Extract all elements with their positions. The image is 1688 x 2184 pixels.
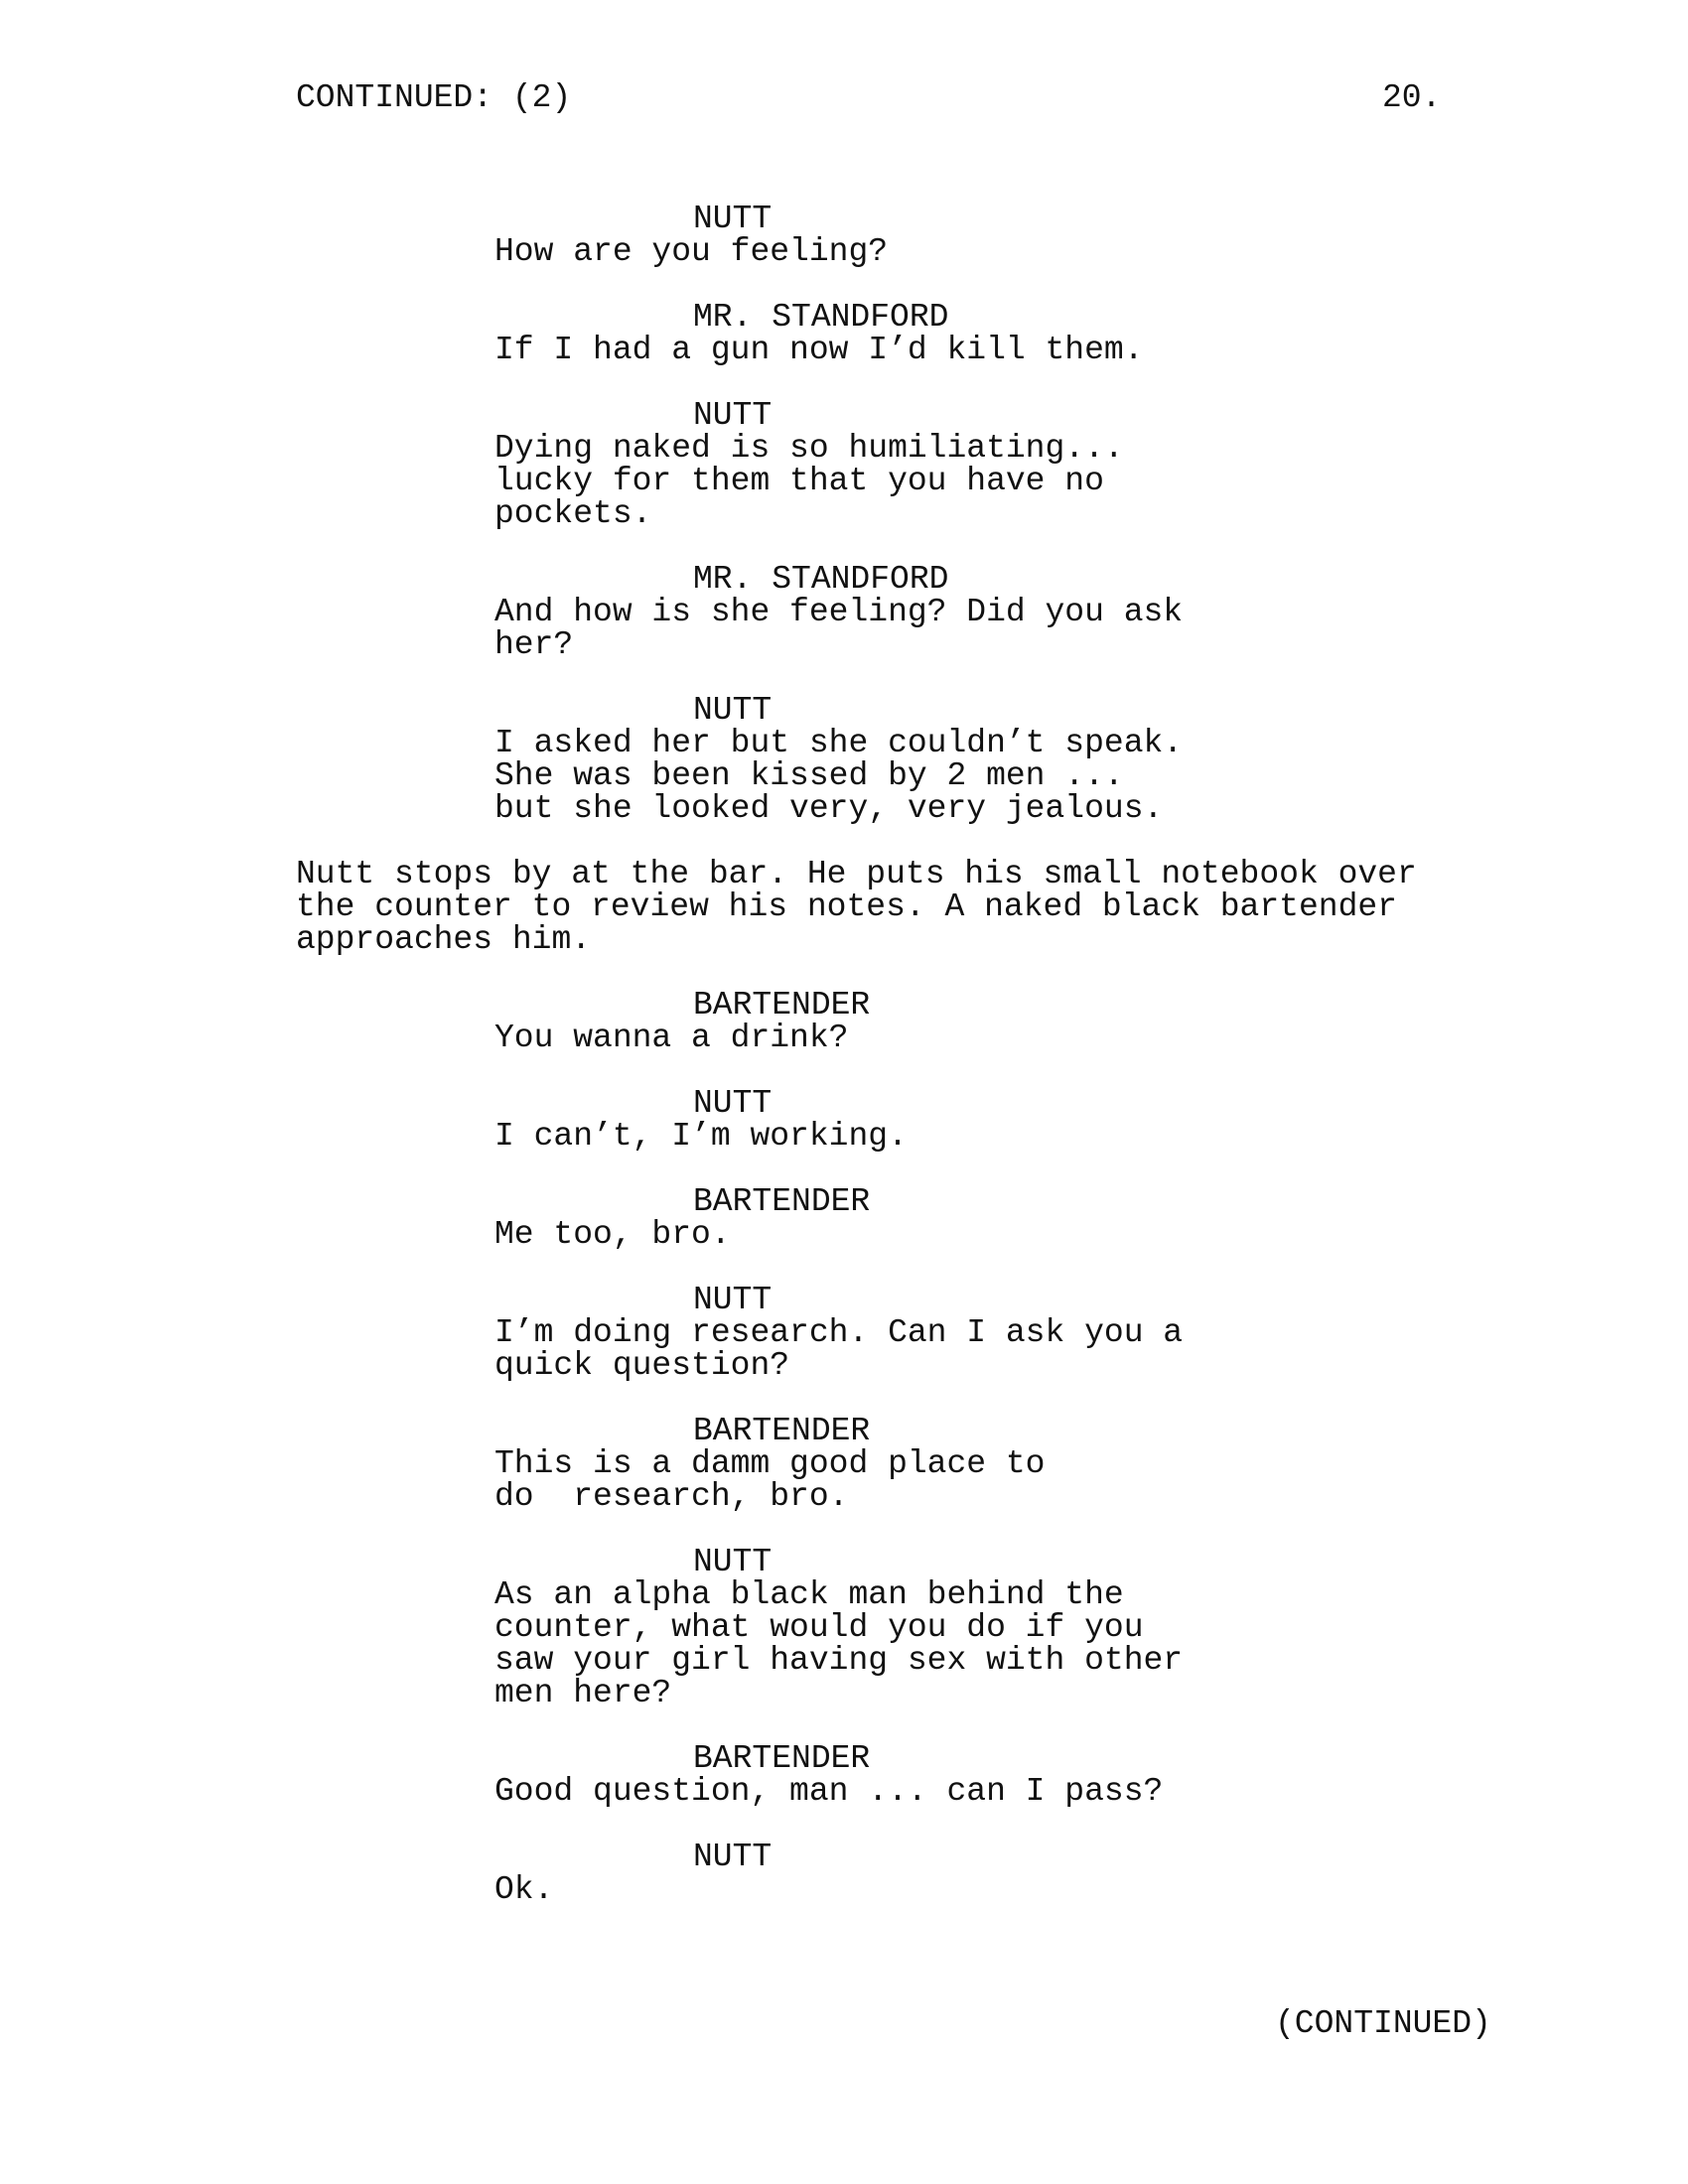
dialogue-text: If I had a gun now I’d kill them.	[494, 332, 1144, 368]
character-name: BARTENDER	[693, 1183, 871, 1220]
character-name: MR. STANDFORD	[693, 299, 949, 336]
dialogue-block	[296, 694, 1448, 825]
dialogue-block	[296, 399, 1448, 530]
character-name: NUTT	[693, 692, 773, 729]
page-number: 20.	[1382, 79, 1442, 116]
dialogue-text: Me too, bro.	[494, 1216, 731, 1253]
dialogue-block	[296, 1742, 1448, 1808]
character-name: BARTENDER	[693, 1740, 871, 1777]
dialogue-block	[296, 1546, 1448, 1709]
dialogue-block	[296, 1841, 1448, 1906]
character-name: NUTT	[693, 1839, 773, 1875]
dialogue-text: Ok.	[494, 1871, 554, 1908]
dialogue-block	[296, 989, 1448, 1054]
dialogue-block	[296, 1284, 1448, 1382]
character-name: NUTT	[693, 1544, 773, 1580]
dialogue-block	[296, 301, 1448, 366]
dialogue-block	[296, 1415, 1448, 1513]
character-name: NUTT	[693, 1282, 773, 1318]
dialogue-text: As an alpha black man behind the counter, what would you do if you saw your girl having sex with other men here?	[494, 1576, 1184, 1711]
continued-header: CONTINUED: (2)	[296, 79, 572, 116]
script-body	[296, 203, 1448, 1939]
dialogue-text: And how is she feeling? Did you ask her?	[494, 594, 1184, 663]
character-name: NUTT	[693, 201, 773, 237]
dialogue-text: You wanna a drink?	[494, 1020, 849, 1056]
dialogue-block	[296, 203, 1448, 268]
character-name: MR. STANDFORD	[693, 561, 949, 598]
character-name: NUTT	[693, 1085, 773, 1122]
dialogue-block	[296, 1185, 1448, 1251]
character-name: BARTENDER	[693, 1413, 871, 1449]
dialogue-block	[296, 1087, 1448, 1153]
character-name: BARTENDER	[693, 987, 871, 1024]
dialogue-text: Dying naked is so humiliating... lucky for them that you have no pockets.	[494, 430, 1124, 532]
dialogue-text: I can’t, I’m working.	[494, 1118, 908, 1155]
action-paragraph: Nutt stops by at the bar. He puts his small notebook over the counter to review his notes. A naked black bartender approaches him.	[296, 856, 1417, 958]
dialogue-text: I asked her but she couldn’t speak. She was been kissed by 2 men ... but she looked very, very jealous.	[494, 725, 1184, 827]
dialogue-block	[296, 563, 1448, 661]
dialogue-text: This is a damm good place to do research, bro.	[494, 1445, 1046, 1515]
dialogue-text: Good question, man ... can I pass?	[494, 1773, 1164, 1810]
dialogue-text: How are you feeling?	[494, 233, 889, 270]
dialogue-text: I’m doing research. Can I ask you a quick question?	[494, 1314, 1184, 1384]
continued-footer: (CONTINUED)	[1275, 2005, 1491, 2042]
character-name: NUTT	[693, 397, 773, 434]
